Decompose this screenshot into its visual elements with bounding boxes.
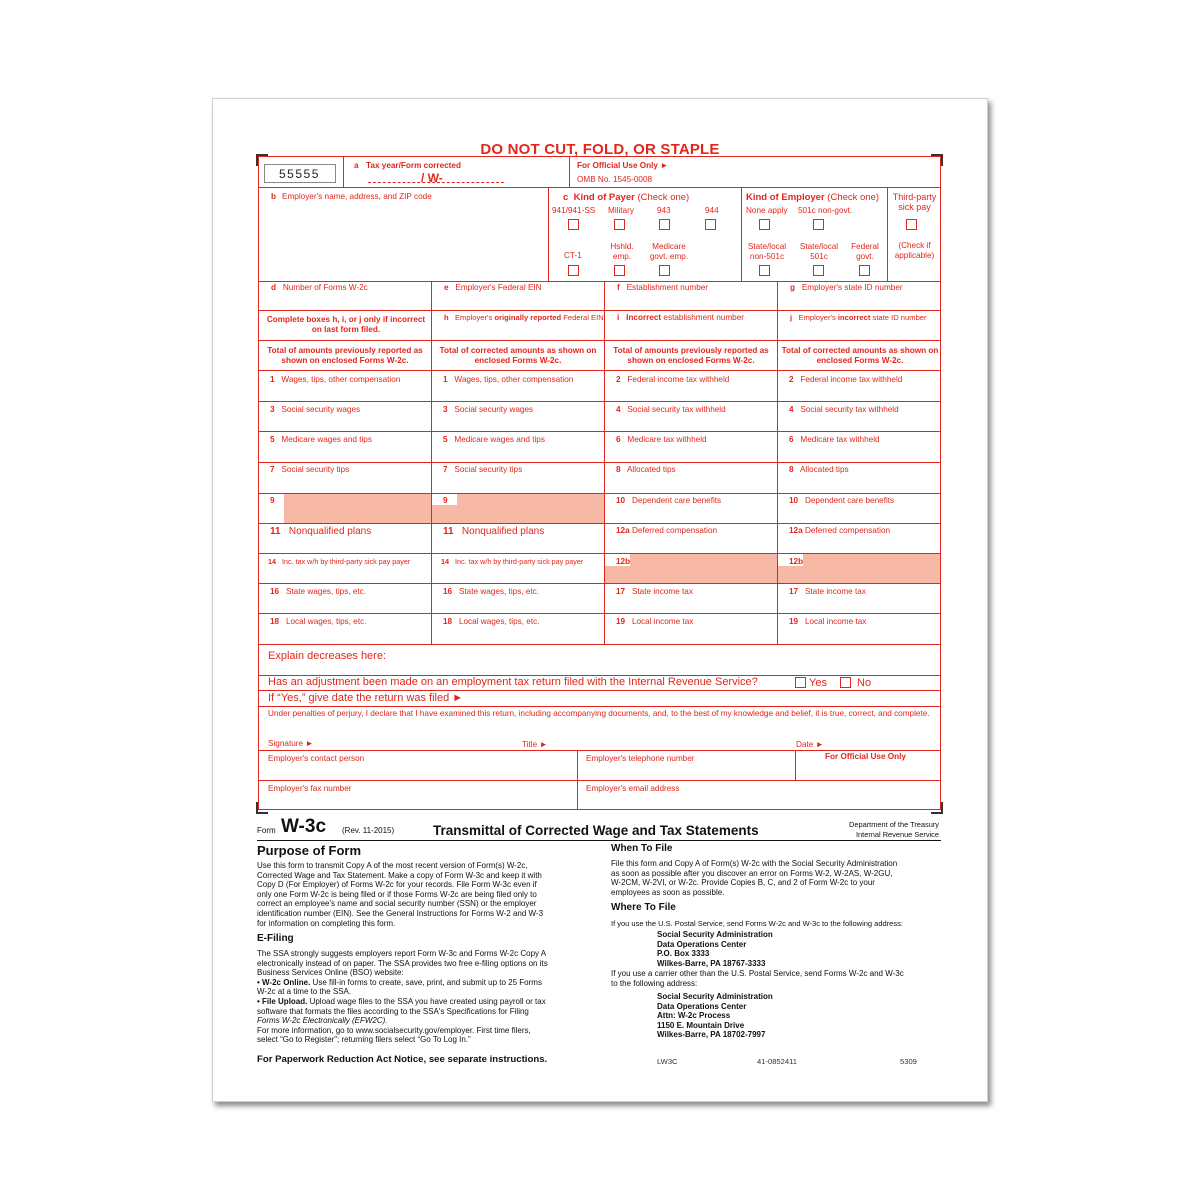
payer-medicare: Medicare govt. emp. <box>649 242 689 261</box>
payer-ct1: CT-1 <box>564 251 582 260</box>
employer-501c-nongovt-checkbox[interactable] <box>813 219 824 230</box>
employer-state-non501c-checkbox[interactable] <box>759 265 770 276</box>
col-head-3: Total of amounts previously reported as shown on enclosed Forms W-2c. <box>613 346 769 365</box>
when-text: File this form and Copy A of Form(s) W-2c with the Social Security Administration as soon as possible after you discover an error on Forms W-2, W-2AS, W-2GU, W-2CM, W-2VI, or W-2c. Provide Copies B, C, and 2 of Form W-2c to your employees as soon as possible. <box>611 859 898 897</box>
employer-address-label: b <box>271 192 277 201</box>
box-14-prev: 14 Inc. tax w/h by third-party sick pay payer <box>268 557 411 566</box>
box-17-corr: 17 State income tax <box>789 587 866 596</box>
box-j-label: j Employer's incorrect state ID number <box>790 313 927 322</box>
payer-hshld-checkbox[interactable] <box>614 265 625 276</box>
box-12b-prev: 12b <box>616 557 631 566</box>
box-h-label: h Employer's originally reported Federal EIN <box>444 313 604 322</box>
box-11-corr: 11 Nonqualified plans <box>443 526 545 537</box>
form-code-5309: 5309 <box>900 1057 917 1066</box>
payer-944: 944 <box>705 206 719 215</box>
employer-501c-nongovt: 501c non-govt. <box>798 206 853 215</box>
form-title: Transmittal of Corrected Wage and Tax Statements <box>433 823 759 838</box>
box-3-corr: 3 Social security wages <box>443 405 534 414</box>
date-filed-prompt: If “Yes,” give date the return was filed ► <box>268 692 464 704</box>
box-19-prev: 19 Local income tax <box>616 617 694 626</box>
box-d-label: d Number of Forms W-2c <box>271 283 368 292</box>
employer-kind-title: Kind of Employer (Check one) <box>746 192 880 203</box>
omb-number: OMB No. 1545-0008 <box>577 175 653 184</box>
shaded-box-12b <box>778 566 940 583</box>
date-label: Date ► <box>796 740 824 749</box>
box-7-corr: 7 Social security tips <box>443 465 523 474</box>
adjustment-no-label: No <box>857 677 872 689</box>
box-1-prev: 1 Wages, tips, other compensation <box>270 375 401 384</box>
payer-941-checkbox[interactable] <box>568 219 579 230</box>
payer-military: Military <box>608 206 634 215</box>
tax-year-text: Tax year/Form corrected <box>366 161 461 170</box>
adjustment-yes-checkbox[interactable] <box>795 677 806 688</box>
box-10-corr: 10 Dependent care benefits <box>789 496 895 505</box>
third-party-note: (Check if applicable) <box>894 241 935 260</box>
box-9-prev: 9 <box>270 496 275 505</box>
efiling-text: The SSA strongly suggests employers report Form W-3c and Forms W-2c Copy A electronically instead of on paper. The SSA provides two free e-filing options on its Business Services Online (BSO) website: • W-2c Online. Use fill-in forms to create, save, print, and submit up to 25 Forms W-2c at a time to the SSA. • File Upload. Upload wage files to the SSA you have created using payroll or tax software that formats the files according to the SSA's Specifications for Filing Forms W-2c Electronically (EFW2C). For more information, go to www.socialsecurity.gov/employer. First time filers, select “Go to Register”; returning filers select “Go To Log In.” <box>257 949 548 1045</box>
form-code: 55555 <box>279 167 320 181</box>
address-usps: Social Security Administration Data Operations Center P.O. Box 3333 Wilkes-Barre, PA 18767-3333 <box>657 930 773 968</box>
shaded-box-9 <box>284 494 431 523</box>
payer-944-checkbox[interactable] <box>705 219 716 230</box>
payer-medicare-checkbox[interactable] <box>659 265 670 276</box>
official-use-label: For Official Use Only ► <box>577 161 669 170</box>
box-4-prev: 4 Social security tax withheld <box>616 405 726 414</box>
employer-none-apply-checkbox[interactable] <box>759 219 770 230</box>
box-2-corr: 2 Federal income tax withheld <box>789 375 903 384</box>
box-6-prev: 6 Medicare tax withheld <box>616 435 707 444</box>
payer-military-checkbox[interactable] <box>614 219 625 230</box>
telephone-label: Employer's telephone number <box>586 754 695 763</box>
box-4-corr: 4 Social security tax withheld <box>789 405 899 414</box>
col-head-4: Total of corrected amounts as shown on enclosed Forms W-2c. <box>781 346 939 365</box>
form-code-box <box>264 164 336 183</box>
complete-boxes-note: Complete boxes h, i, or j only if incorrect on last form filed. <box>266 315 426 334</box>
where-usps: If you use the U.S. Postal Service, send Forms W-2c and W-3c to the following address: <box>611 919 903 928</box>
employer-federal-govt: Federal govt. <box>851 242 879 261</box>
box-18-prev: 18 Local wages, tips, etc. <box>270 617 367 626</box>
employer-address-text: Employer's name, address, and ZIP code <box>282 192 432 201</box>
third-party-title: Third-party sick pay <box>892 192 937 212</box>
box-f-label: f Establishment number <box>617 283 709 292</box>
third-party-checkbox[interactable] <box>906 219 917 230</box>
box-19-corr: 19 Local income tax <box>789 617 867 626</box>
box-i-label: i Incorrect establishment number <box>617 313 744 322</box>
department: Department of the Treasury <box>849 820 939 829</box>
box-5-corr: 5 Medicare wages and tips <box>443 435 545 444</box>
box-12a-prev: 12a Deferred compensation <box>616 526 718 535</box>
box-8-prev: 8 Allocated tips <box>616 465 676 474</box>
box-11-prev: 11 Nonqualified plans <box>270 526 372 537</box>
payer-title: c Kind of Payer (Check one) <box>563 192 690 203</box>
box-3-prev: 3 Social security wages <box>270 405 361 414</box>
employer-none-apply: None apply <box>746 206 788 215</box>
adjustment-yes-label: Yes <box>809 677 827 689</box>
tax-year-field[interactable]: / W- <box>421 171 443 185</box>
box-18-corr: 18 Local wages, tips, etc. <box>443 617 540 626</box>
form-revision: (Rev. 11-2015) <box>342 826 395 835</box>
adjustment-question: Has an adjustment been made on an employment tax return filed with the Internal Revenue Service? <box>268 676 758 688</box>
perjury-statement: Under penalties of perjury, I declare that I have examined this return, including accompanying documents, and, to the best of my knowledge and belief, it is true, correct, and complete. <box>268 709 930 718</box>
email-label: Employer's email address <box>586 784 680 793</box>
box-1-corr: 1 Wages, tips, other compensation <box>443 375 574 384</box>
shaded-box-9 <box>432 505 604 523</box>
form-word: Form <box>257 826 276 835</box>
adjustment-no-checkbox[interactable] <box>840 677 851 688</box>
box-8-corr: 8 Allocated tips <box>789 465 849 474</box>
efiling-heading: E-Filing <box>257 933 294 944</box>
box-g-label: g Employer's state ID number <box>790 283 903 292</box>
irs: Internal Revenue Service <box>856 830 939 839</box>
paperwork-notice: For Paperwork Reduction Act Notice, see separate instructions. <box>257 1054 548 1065</box>
explain-decreases-label: Explain decreases here: <box>268 650 387 662</box>
box-14-corr: 14 Inc. tax w/h by third-party sick pay payer <box>441 557 584 566</box>
form-code-number: 41-0852411 <box>757 1057 797 1066</box>
employer-federal-govt-checkbox[interactable] <box>859 265 870 276</box>
col-head-2: Total of corrected amounts as shown on enclosed Forms W-2c. <box>439 346 597 365</box>
box-12b-corr: 12b <box>789 557 804 566</box>
box-7-prev: 7 Social security tips <box>270 465 350 474</box>
title-label: Title ► <box>522 740 548 749</box>
shaded-box-9 <box>457 494 604 506</box>
address-carrier: Social Security Administration Data Operations Center Attn: W-2c Process 1150 E. Mountain Drive Wilkes-Barre, PA 18702-7997 <box>657 992 773 1040</box>
employer-state-non501c: State/local non-501c <box>747 242 787 261</box>
box-16-corr: 16 State wages, tips, etc. <box>443 587 540 596</box>
box-10-prev: 10 Dependent care benefits <box>616 496 722 505</box>
do-not-cut-warning: DO NOT CUT, FOLD, OR STAPLE <box>480 141 720 158</box>
box-5-prev: 5 Medicare wages and tips <box>270 435 372 444</box>
where-carrier: If you use a carrier other than the U.S. Postal Service, send Forms W-2c and W-3c to the following address: <box>611 969 904 988</box>
official-use-only-label: For Official Use Only <box>825 752 906 761</box>
tax-year-label: a <box>354 161 359 170</box>
box-6-corr: 6 Medicare tax withheld <box>789 435 880 444</box>
employer-state-501c-checkbox[interactable] <box>813 265 824 276</box>
payer-941: 941/941-SS <box>552 206 596 215</box>
when-heading: When To File <box>611 843 673 854</box>
payer-hshld: Hshld. emp. <box>610 242 634 261</box>
box-9-corr: 9 <box>443 496 448 505</box>
box-12a-corr: 12a Deferred compensation <box>789 526 891 535</box>
payer-943-checkbox[interactable] <box>659 219 670 230</box>
where-heading: Where To File <box>611 902 676 913</box>
form-code-lw3c: LW3C <box>657 1057 678 1066</box>
box-17-prev: 17 State income tax <box>616 587 693 596</box>
fax-label: Employer's fax number <box>268 784 352 793</box>
purpose-text: Use this form to transmit Copy A of the most recent version of Form(s) W-2c, Corrected Wage and Tax Statement. Make a copy of Form W-3c and keep it with Copy D (For Employer) of Forms W-2c for your records. File Form W-3c even if only one Form W-2c is being filed or if those Forms W-2c are being filed only to correct an employee's name and social security number (SSN) or the employer identification number (EIN). See the General Instructions for Forms W-2 and W-3 for information on completing this form. <box>257 861 544 928</box>
contact-person-label: Employer's contact person <box>268 754 365 763</box>
purpose-heading: Purpose of Form <box>257 843 362 858</box>
col-head-1: Total of amounts previously reported as shown on enclosed Forms W-2c. <box>267 346 423 365</box>
box-e-label: e Employer's Federal EIN <box>444 283 542 292</box>
signature-label: Signature ► <box>268 739 314 748</box>
shaded-box-12b <box>605 566 777 583</box>
payer-943: 943 <box>657 206 671 215</box>
employer-state-501c: State/local 501c <box>799 242 839 261</box>
box-16-prev: 16 State wages, tips, etc. <box>270 587 367 596</box>
form-name: W-3c <box>281 816 327 837</box>
payer-ct1-checkbox[interactable] <box>568 265 579 276</box>
box-2-prev: 2 Federal income tax withheld <box>616 375 730 384</box>
